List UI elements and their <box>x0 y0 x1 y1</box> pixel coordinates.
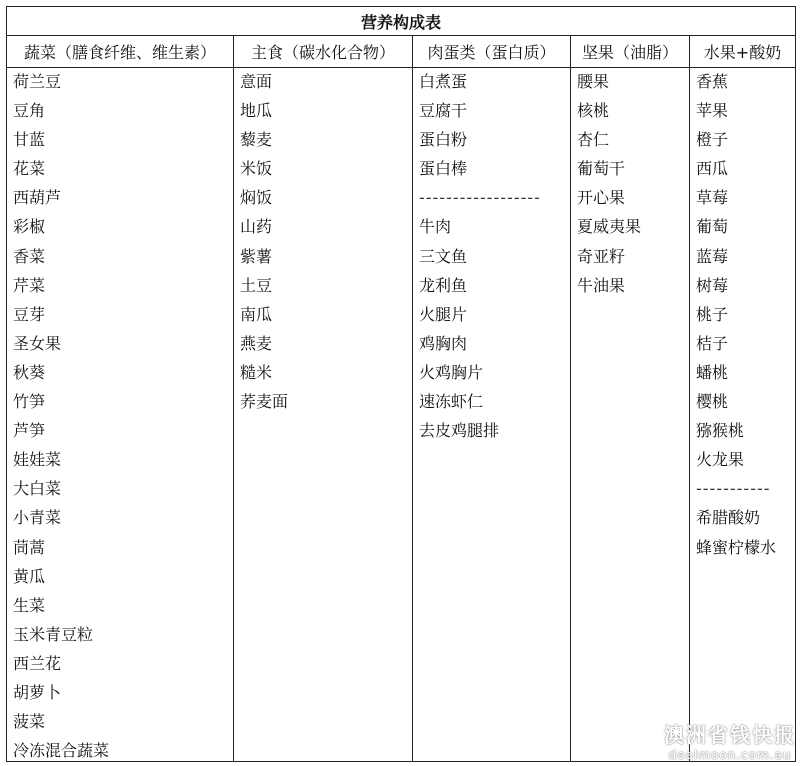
column-nuts <box>571 67 689 761</box>
list-item: 土豆 <box>240 275 273 295</box>
header-nuts: 坚果（油脂） <box>581 42 678 62</box>
watermark-text: 澳洲省钱快报 <box>664 723 796 747</box>
list-item: 葡萄干 <box>577 159 626 179</box>
watermark-url: dealmoon.com.au <box>668 748 792 762</box>
list-item: 猕猴桃 <box>696 421 745 441</box>
list-item: 胡萝卜 <box>13 682 62 702</box>
list-item: 苹果 <box>696 101 729 121</box>
list-item: 火腿片 <box>419 304 468 324</box>
list-item: 火鸡胸片 <box>419 362 484 382</box>
list-item: 白煮蛋 <box>419 72 468 91</box>
list-item: 紫薯 <box>240 246 273 266</box>
list-item: 葡萄 <box>696 217 729 237</box>
list-item: 蓝莓 <box>696 246 729 266</box>
list-item: 焖饭 <box>240 188 273 208</box>
column-staples <box>234 67 412 761</box>
list-item: 蛋白粉 <box>419 130 468 150</box>
list-item: 核桃 <box>577 101 610 121</box>
watermark <box>664 719 796 762</box>
list-item: 香菜 <box>13 246 46 266</box>
list-item: 花菜 <box>13 159 46 179</box>
list-item: 树莓 <box>696 275 729 295</box>
list-item: 豆腐干 <box>419 101 468 121</box>
list-item: 杏仁 <box>577 130 610 150</box>
list-item: 南瓜 <box>240 304 273 324</box>
list-item: 三文鱼 <box>419 246 468 266</box>
list-item: 橙子 <box>696 130 729 150</box>
separator-dashes: ------------------ <box>419 188 541 208</box>
list-item: 生菜 <box>13 595 46 615</box>
list-item: 竹笋 <box>13 392 46 412</box>
list-item: 冷冻混合蔬菜 <box>13 741 110 761</box>
list-item: 开心果 <box>577 188 626 208</box>
list-item: 秋葵 <box>13 362 46 382</box>
list-item: 糙米 <box>240 362 273 382</box>
list-item: 草莓 <box>696 188 729 208</box>
list-item: 蜂蜜柠檬水 <box>696 537 777 557</box>
list-item: 藜麦 <box>240 130 273 150</box>
column-fruit-yogurt <box>690 67 795 761</box>
table-title: 营养构成表 <box>7 7 795 36</box>
header-row <box>7 35 795 68</box>
list-item: 荷兰豆 <box>13 72 62 91</box>
list-item: 黄瓜 <box>13 566 46 586</box>
list-item: 桃子 <box>696 304 729 324</box>
list-item: 荞麦面 <box>240 392 289 412</box>
list-item: 意面 <box>240 72 273 91</box>
list-item: 龙利鱼 <box>419 275 468 295</box>
list-item: 香蕉 <box>696 72 729 91</box>
list-item: 腰果 <box>577 72 610 91</box>
list-item: 牛肉 <box>419 217 452 237</box>
list-item: 芹菜 <box>13 275 46 295</box>
list-item: 豆芽 <box>13 304 46 324</box>
list-item: 西瓜 <box>696 159 729 179</box>
list-item: 玉米青豆粒 <box>13 624 94 644</box>
list-item: 奇亚籽 <box>577 246 626 266</box>
list-item: 桔子 <box>696 333 729 353</box>
list-item: 西兰花 <box>13 653 62 673</box>
list-item: 希腊酸奶 <box>696 508 761 528</box>
list-item: 燕麦 <box>240 333 273 353</box>
list-item: 去皮鸡腿排 <box>419 421 500 441</box>
list-item: 山药 <box>240 217 273 237</box>
list-item: 速冻虾仁 <box>419 392 484 412</box>
list-item: 地瓜 <box>240 101 273 121</box>
list-item: 芦笋 <box>13 421 46 441</box>
list-item: 甘蓝 <box>13 130 46 150</box>
header-vegetables: 蔬菜（膳食纤维、维生素） <box>23 42 216 62</box>
list-item: 米饭 <box>240 159 273 179</box>
list-item: 火龙果 <box>696 450 745 470</box>
list-item: 蛋白棒 <box>419 159 468 179</box>
separator-dashes: ----------- <box>696 479 771 499</box>
list-item: 茼蒿 <box>13 537 46 557</box>
list-item: 西葫芦 <box>13 188 62 208</box>
list-item: 樱桃 <box>696 392 729 412</box>
column-vegetables <box>7 67 233 761</box>
header-staples: 主食（碳水化合物） <box>250 42 395 62</box>
list-item: 小青菜 <box>13 508 62 528</box>
list-item: 豆角 <box>13 101 46 121</box>
list-item: 蟠桃 <box>696 362 729 382</box>
list-item: 夏威夷果 <box>577 217 642 237</box>
list-item: 牛油果 <box>577 275 626 295</box>
column-protein <box>413 67 570 761</box>
list-item: 大白菜 <box>13 479 62 499</box>
list-item: 鸡胸肉 <box>419 333 468 353</box>
nutrition-table <box>6 6 796 762</box>
list-item: 娃娃菜 <box>13 450 62 470</box>
header-fruit-yogurt: 水果+酸奶 <box>703 42 782 62</box>
header-protein: 肉蛋类（蛋白质） <box>427 42 556 62</box>
list-item: 菠菜 <box>13 712 46 732</box>
list-item: 圣女果 <box>13 333 62 353</box>
list-item: 彩椒 <box>13 217 46 237</box>
